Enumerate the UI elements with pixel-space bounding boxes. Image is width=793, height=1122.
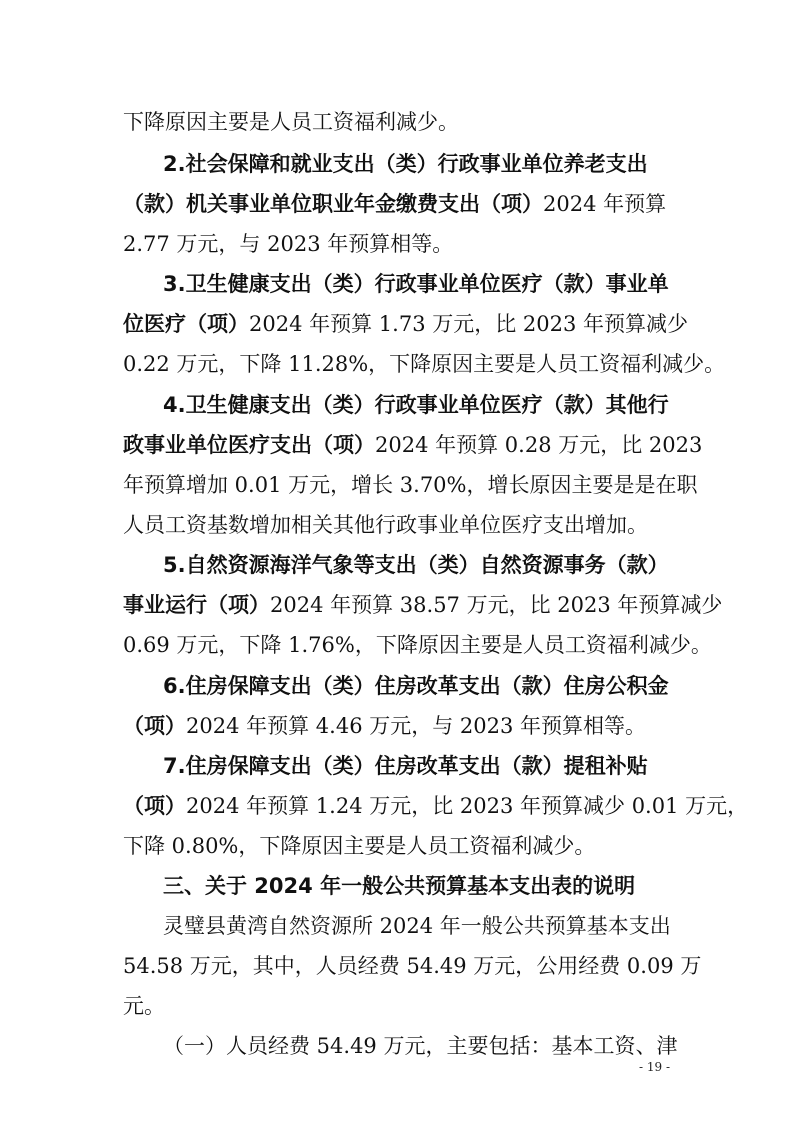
line-text: 2024 年预算 0.28 万元，比 2023 — [375, 433, 703, 457]
paragraph-line — [163, 912, 683, 940]
section-heading-4 — [163, 391, 683, 419]
section-heading-3-basic-expenditure — [163, 872, 683, 900]
line-text: （一）人员经费 54.49 万元，主要包括：基本工资、津 — [163, 1034, 678, 1058]
heading-text: （款）机关事业单位职业年金缴费支出（项） — [123, 192, 543, 216]
line-text: 2024 年预算 1.73 万元，比 2023 年预算减少 — [249, 312, 689, 336]
line-text: 下降 0.80%，下降原因主要是人员工资福利减少。 — [123, 834, 596, 858]
paragraph-line — [123, 712, 683, 740]
line-text: 0.69 万元，下降 1.76%，下降原因主要是人员工资福利减少。 — [123, 633, 712, 657]
paragraph-line — [123, 792, 749, 820]
heading-text: （项） — [123, 714, 186, 738]
paragraph-line — [123, 832, 683, 860]
paragraph-line — [123, 190, 683, 218]
heading-text: 3.卫生健康支出（类）行政事业单位医疗（款）事业单 — [163, 272, 669, 296]
heading-text: 事业运行（项） — [123, 593, 270, 617]
line-text: 2024 年预算 38.57 万元，比 2023 年预算减少 — [270, 593, 723, 617]
heading-text: （项） — [123, 794, 186, 818]
section-heading-2 — [163, 150, 683, 178]
line-text: 灵璧县黄湾自然资源所 2024 年一般公共预算基本支出 — [163, 914, 671, 938]
page-number: - 19 - — [639, 1060, 671, 1074]
line-text: 人员工资基数增加相关其他行政事业单位医疗支出增加。 — [123, 513, 648, 537]
heading-text: 6.住房保障支出（类）住房改革支出（款）住房公积金 — [163, 674, 669, 698]
paragraph-line — [123, 310, 689, 338]
section-heading-7 — [163, 752, 683, 780]
paragraph-line — [123, 511, 683, 539]
paragraph-line — [123, 108, 683, 136]
paragraph-line — [123, 952, 702, 980]
line-text: 2.77 万元，与 2023 年预算相等。 — [123, 232, 454, 256]
line-text: 2024 年预算 1.24 万元，比 2023 年预算减少 0.01 万元， — [186, 794, 749, 818]
line-text: 年预算增加 0.01 万元，增长 3.70%，增长原因主要是是在职 — [123, 473, 698, 497]
paragraph-line — [163, 1032, 683, 1060]
section-heading-3 — [163, 270, 683, 298]
heading-text: 政事业单位医疗支出（项） — [123, 433, 375, 457]
heading-text: 5.自然资源海洋气象等支出（类）自然资源事务（款） — [163, 553, 669, 577]
heading-text: 位医疗（项） — [123, 312, 249, 336]
paragraph-line — [123, 471, 698, 499]
section-heading-5 — [163, 551, 683, 579]
paragraph-line — [123, 431, 703, 459]
heading-text: 4.卫生健康支出（类）行政事业单位医疗（款）其他行 — [163, 393, 669, 417]
heading-text: 三、关于 2024 年一般公共预算基本支出表的说明 — [163, 874, 636, 898]
paragraph-line — [123, 992, 683, 1020]
paragraph-line — [123, 230, 683, 258]
heading-text: 2.社会保障和就业支出（类）行政事业单位养老支出 — [163, 152, 648, 176]
section-heading-6 — [163, 672, 683, 700]
line-text: 0.22 万元，下降 11.28%，下降原因主要是人员工资福利减少。 — [123, 352, 726, 376]
paragraph-line — [123, 350, 726, 378]
line-text: 元。 — [123, 994, 165, 1018]
line-text: 2024 年预算 4.46 万元，与 2023 年预算相等。 — [186, 714, 647, 738]
paragraph-line — [123, 591, 723, 619]
paragraph-line — [123, 631, 712, 659]
heading-text: 7.住房保障支出（类）住房改革支出（款）提租补贴 — [163, 754, 648, 778]
line-text: 下降原因主要是人员工资福利减少。 — [123, 110, 459, 134]
line-text: 54.58 万元，其中，人员经费 54.49 万元，公用经费 0.09 万 — [123, 954, 702, 978]
line-text: 2024 年预算 — [543, 192, 667, 216]
